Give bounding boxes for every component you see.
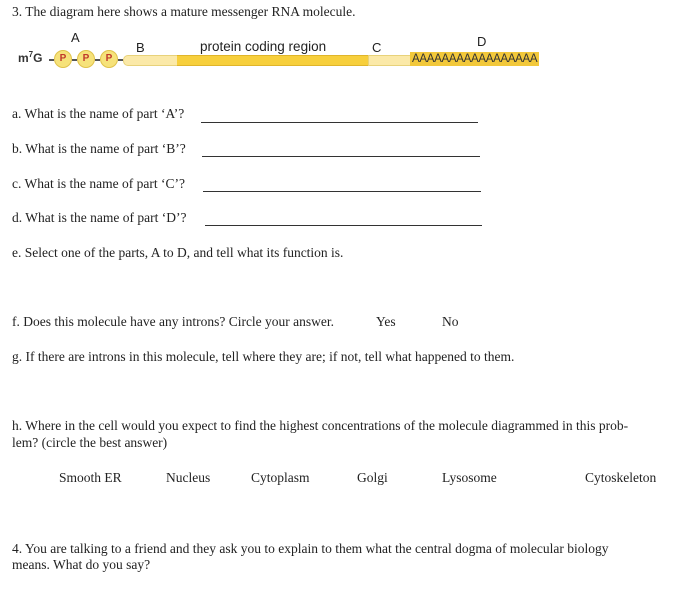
phosphate-circle: P (100, 50, 118, 68)
question-4-line2: means. What do you say? (12, 557, 151, 572)
question-h-line2: lem? (circle the best answer) (12, 435, 168, 450)
answer-line-d[interactable] (205, 225, 482, 226)
question-h-line1: h. Where in the cell would you expect to find the highest concentrations of the molecule diagrammed in this prob- (12, 418, 629, 433)
answer-line-b[interactable] (202, 156, 480, 157)
five-prime-cap: $m^7G$ (18, 50, 43, 65)
phosphate-circle: P (54, 50, 72, 68)
mrna-diagram (0, 28, 700, 78)
question-4-line1: 4. You are talking to a friend and they ask you to explain to them what the central dogma of molecular biology (12, 541, 609, 556)
option-cytoskeleton[interactable]: Cytoskeleton (585, 470, 657, 485)
label-d: D (477, 34, 487, 49)
three-prime-utr (368, 55, 412, 66)
option-cytoplasm[interactable]: Cytoplasm (251, 470, 310, 485)
label-b: B (136, 40, 145, 55)
label-a: A (71, 30, 80, 45)
question-3-title: 3. The diagram here shows a mature messenger RNA molecule. (12, 4, 356, 19)
question-c: c. What is the name of part ‘C’? (12, 176, 185, 191)
question-d: d. What is the name of part ‘D’? (12, 210, 187, 225)
option-nucleus[interactable]: Nucleus (166, 470, 211, 485)
answer-line-a[interactable] (201, 122, 478, 123)
answer-yes[interactable]: Yes (376, 314, 396, 329)
question-g: g. If there are introns in this molecule, tell where they are; if not, tell what happened to them. (12, 349, 515, 364)
question-f: f. Does this molecule have any introns? Circle your answer. (12, 314, 335, 329)
coding-region-label: protein coding region (200, 39, 327, 54)
option-golgi[interactable]: Golgi (357, 470, 388, 485)
option-smooth-er[interactable]: Smooth ER (59, 470, 122, 485)
answer-line-c[interactable] (203, 191, 481, 192)
question-a: a. What is the name of part ‘A’? (12, 106, 185, 121)
coding-region-bar (177, 55, 369, 66)
label-c: C (372, 40, 382, 55)
question-b: b. What is the name of part ‘B’? (12, 141, 186, 156)
option-lysosome[interactable]: Lysosome (442, 470, 497, 485)
answer-no[interactable]: No (442, 314, 459, 329)
phosphate-circle: P (77, 50, 95, 68)
five-prime-utr (123, 55, 178, 66)
question-e: e. Select one of the parts, A to D, and tell what its function is. (12, 245, 344, 260)
poly-a-tail: AAAAAAAAAAAAAAAAA (412, 53, 538, 65)
